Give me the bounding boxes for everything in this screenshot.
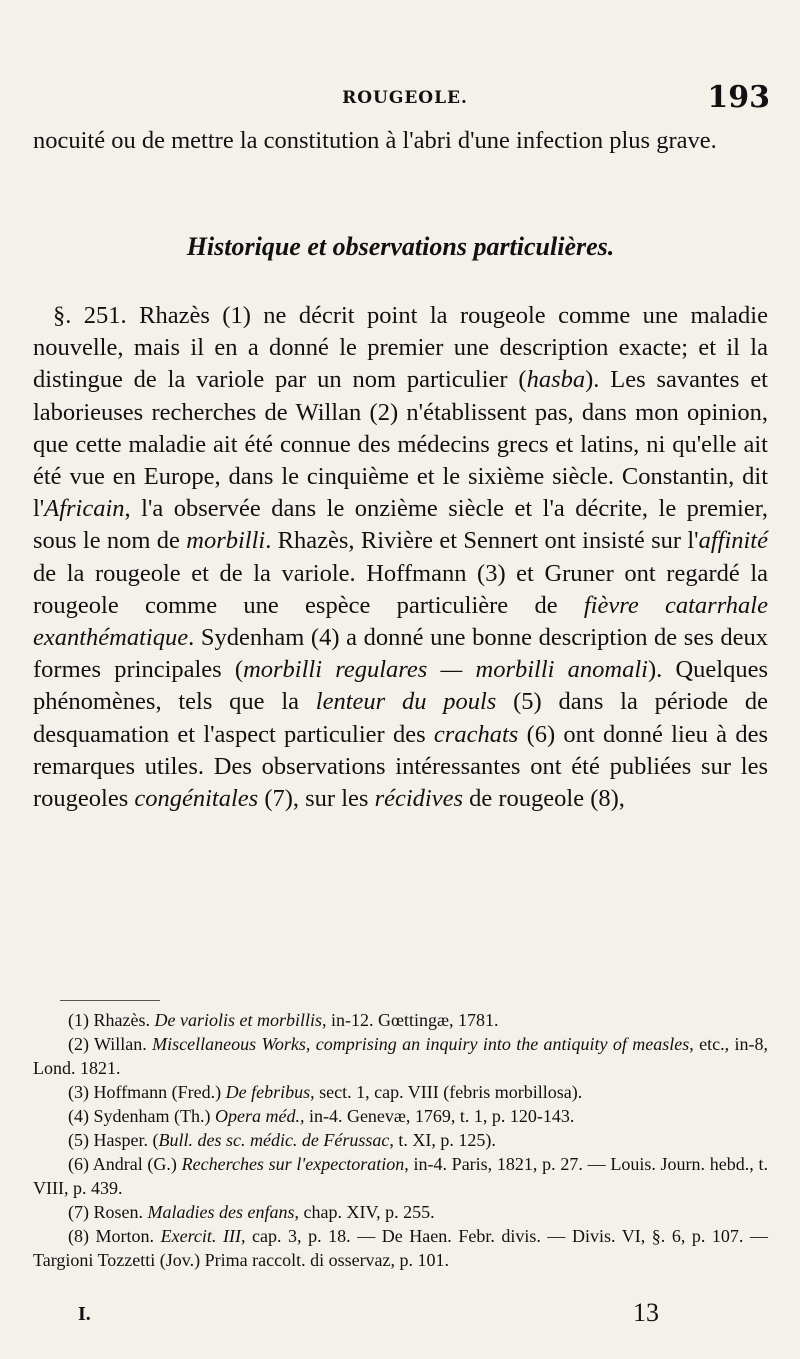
footnote-text: , etc., in-8, Lond. 1821. [33, 1034, 768, 1078]
footnote-text: (8) Morton. [68, 1226, 161, 1246]
footnote-text: , t. XI, p. 125). [389, 1130, 496, 1150]
intro-text [33, 125, 768, 157]
italic-run: Africain [44, 495, 125, 523]
text-run: de rougeole (8), [463, 785, 625, 813]
italic-run: crachats [433, 720, 519, 748]
footnote-text: , sect. 1, cap. VIII (febris morbillosa). [310, 1082, 583, 1102]
footnote-text: , cap. 3, p. 18. — De Haen. Febr. divis. — Divis. VI, §. 6, p. 107. — Targioni Tozzetti (Jov.) Prima raccolt. di osservaz, p. 101. [33, 1226, 768, 1270]
italic-run: récidives [374, 785, 463, 813]
main-paragraph [33, 300, 768, 815]
footnote-italic: Maladies des enfans [147, 1202, 295, 1222]
italic-run: morbilli [186, 527, 266, 555]
footnotes [33, 1008, 768, 1272]
footnote-italic: Opera méd. [214, 1106, 300, 1126]
footnote-5 [33, 1128, 768, 1152]
text-run: de la rougeole et de la variole. Hoffmann (3) et Gruner ont regardé la rougeole comme une espèce particulière de [33, 559, 768, 619]
italic-run: congénitales [134, 785, 259, 813]
footnote-text: (7) Rosen. [68, 1202, 148, 1222]
footnote-3 [33, 1080, 768, 1104]
text-run: . Rhazès, Rivière et Sennert ont insisté sur l' [265, 527, 699, 555]
text-run: (6) ont donné lieu à des remarques utiles. Des observations intéressantes ont été publiées sur les rougeoles [33, 720, 768, 813]
footnote-text: (3) Hoffmann (Fred.) [68, 1082, 226, 1102]
main-text [33, 300, 768, 815]
footnote-italic: Miscellaneous Works, comprising an inquiry into the antiquity of measles [152, 1034, 690, 1054]
footnote-text: , in-4. Paris, 1821, p. 27. — Louis. Journ. hebd., t. VIII, p. 439. [33, 1154, 769, 1198]
footnote-text: , in-4. Genevæ, 1769, t. 1, p. 120-143. [299, 1106, 575, 1126]
footnote-divider [60, 1000, 160, 1001]
page-number: 193 [707, 80, 770, 115]
footnote-text: , in-12. Gœttingæ, 1781. [321, 1010, 499, 1030]
footnote-italic: Exercit. III [160, 1226, 241, 1246]
italic-run: hasba [526, 366, 586, 394]
footnote-text: (4) Sydenham (Th.) [68, 1106, 215, 1126]
footnote-italic: De variolis et morbillis [154, 1010, 322, 1030]
running-head [40, 80, 770, 115]
footnote-7 [33, 1200, 768, 1224]
text-run: §. 251. Rhazès (1) ne décrit point la rougeole comme une maladie nouvelle, mais il en a donné le premier une description exacte; et il la distingue de la variole par un nom particulier ( [33, 302, 768, 394]
signature-volume: I. [78, 1303, 91, 1325]
italic-run: fièvre catarrhale exanthématique [33, 591, 768, 652]
text-run: , l'a observée dans le onzième siècle et l'a décrite, le premier, sous le nom de [33, 495, 768, 555]
footnote-text: (2) Willan. [68, 1034, 153, 1054]
footnote-text: , chap. XIV, p. 255. [294, 1202, 435, 1222]
intro-paragraph: nocuité ou de mettre la constitution à l'abri d'une infection plus grave. [33, 127, 717, 154]
footnote-1 [33, 1008, 768, 1032]
running-head-title: ROUGEOLE. [342, 88, 468, 108]
footnote-6 [33, 1152, 768, 1200]
footnote-8 [33, 1224, 768, 1272]
footnote-text: (6) Andral (G.) [68, 1154, 182, 1174]
footnote-italic: De febribus [225, 1082, 311, 1102]
text-run: ). Quelques phénomènes, tels que la [33, 656, 768, 716]
text-run: (5) dans la période de desquamation et l'aspect particulier des [33, 688, 769, 748]
italic-run: morbilli regulares — morbilli anomali [243, 656, 648, 684]
footnote-text: (5) Hasper. ( [68, 1130, 159, 1150]
text-run: . Sydenham (4) a donné une bonne description de ses deux formes principales ( [33, 624, 768, 684]
footnote-4 [33, 1104, 768, 1128]
italic-run: lenteur du pouls [315, 688, 497, 716]
footnote-italic: Recherches sur l'expectoration [181, 1154, 405, 1174]
text-run: (7), sur les [258, 785, 375, 813]
footnote-text: (1) Rhazès. [68, 1010, 155, 1030]
footnote-italic: Bull. des sc. médic. de Férussac [158, 1130, 390, 1150]
section-heading: Historique et observations particulières. [186, 232, 615, 261]
text-run: ). Les savantes et laborieuses recherches de Willan (2) n'établissent pas, dans mon opinion, que cette maladie ait été connue des médecins grecs et latins, ni qu'elle ait été vue en Europe, dans le cinquième et le sixième siècle. Constantin, dit l' [33, 366, 768, 523]
signature-number: 13 [633, 1298, 659, 1327]
italic-run: affinité [698, 527, 768, 555]
footnote-2 [33, 1032, 768, 1080]
